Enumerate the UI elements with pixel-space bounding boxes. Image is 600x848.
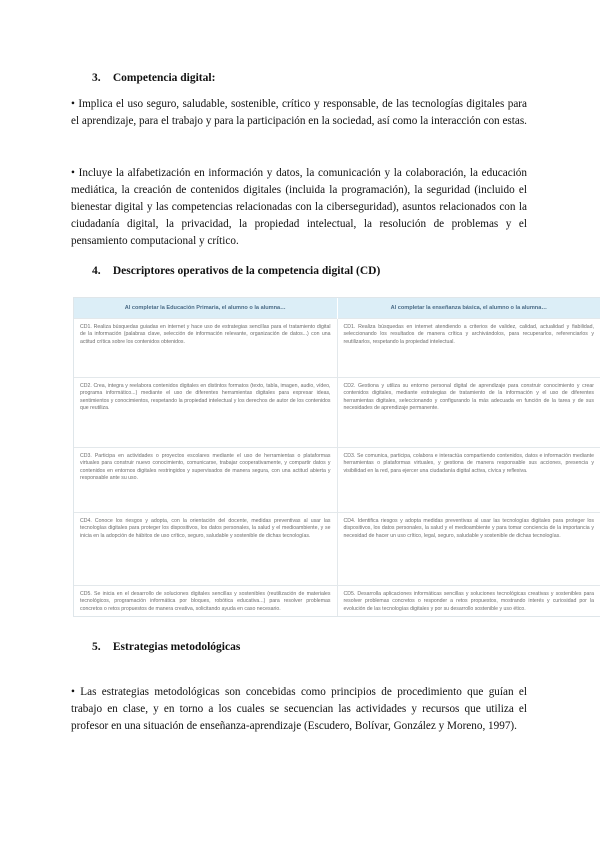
table-cell: CD3. Participa en actividades o proyectos escolares mediante el uso de herramientas o plataformas virtuales para construir nuevo conocimiento, comunicarse, trabajar cooperativamente, y compartir datos y contenidos en entornos digitales restringidos y supervisados de manera segura, con una actitud abierta y responsable ante su uso. [74, 448, 337, 513]
section-3-title: Competencia digital: [112, 72, 216, 84]
table-cell: CD5. Desarrolla aplicaciones informáticas sencillas y soluciones tecnológicas creativas y sostenibles para resolver problemas concretos o responder a retos propuestos, mostrando interés y curiosidad por la evolución de las tecnologías digitales y por su desarrollo sostenible y uso ético. [337, 586, 600, 618]
table-cell: CD1. Realiza búsquedas en internet atendiendo a criterios de validez, calidad, actualidad y fiabilidad, seleccionando los resultados de manera crítica y archivándolos, para recuperarlos, referenciarlos y reutilizarlos, respetando la propiedad intelectual. [337, 319, 600, 378]
table-row [74, 513, 600, 586]
table-header-row [74, 298, 600, 319]
section-5-title: Estrategias metodológicas [112, 641, 241, 653]
table-row [74, 586, 600, 618]
table-cell: CD2. Gestiona y utiliza su entorno personal digital de aprendizaje para construir conocimiento y crear contenidos digitales, mediante estrategias de tratamiento de la información y el uso de diferentes herramientas digitales, seleccionando y configurando la más adecuada en función de la tarea y de sus necesidades de aprendizaje permanente. [337, 378, 600, 448]
table-cell: CD4. Conoce los riesgos y adopta, con la orientación del docente, medidas preventivas al usar las tecnologías digitales para proteger los dispositivos, los datos personales, la salud y el medioambiente, y se inicia en la adopción de hábitos de uso crítico, seguro, saludable y sostenible de dichas tecnologías. [74, 513, 337, 586]
table-cell: CD3. Se comunica, participa, colabora e interactúa compartiendo contenidos, datos e información mediante herramientas o plataformas virtuales, y gestiona de manera responsable sus acciones, presencia y visibilidad en la red, para ejercer una ciudadanía digital activa, cívica y reflexiva. [337, 448, 600, 513]
section-3-number: 3. [92, 72, 101, 84]
section-5-paragraph-1: • Las estrategias metodológicas son concebidas como principios de procedimiento que guían el trabajo en clase, y en torno a los cuales se secuencian las actividades y recursos que utiliza el profesor en una situación de enseñanza-aprendizaje (Escudero, Bolívar, González y Moreno, 1997). [71, 686, 527, 732]
descriptors-table [73, 297, 600, 617]
table-header-primary: Al completar la Educación Primaria, el alumno o la alumna… [74, 298, 337, 319]
descriptors-table-grid [74, 298, 600, 617]
section-3-heading [92, 72, 215, 84]
table-cell: CD5. Se inicia en el desarrollo de soluciones digitales sencillas y sostenibles (reutilización de materiales tecnológicos, programación informática por bloques, robótica educativa...) para resolver problemas concretos o retos propuestos de manera creativa, solicitando ayuda en caso necesario. [74, 586, 337, 618]
table-row [74, 319, 600, 378]
section-5-heading [92, 641, 240, 653]
table-cell: CD2. Crea, integra y reelabora contenidos digitales en distintos formatos (texto, tabla, imagen, audio, vídeo, programa informático...) mediante el uso de diferentes herramientas digitales para expresar ideas, sentimientos y conocimientos, respetando la propiedad intelectual y los derechos de autor de los contenidos que reutiliza. [74, 378, 337, 448]
table-header-basic: Al completar la enseñanza básica, el alumno o la alumna… [337, 298, 600, 319]
section-4-heading [92, 265, 380, 277]
table-row [74, 448, 600, 513]
table-cell: CD4. Identifica riesgos y adopta medidas preventivas al usar las tecnologías digitales para proteger los dispositivos, los datos personales, la salud y el medioambiente y para tomar conciencia de la importancia y necesidad de hacer un uso crítico, legal, seguro, saludable y sostenible de dichas tecnologías. [337, 513, 600, 586]
section-4-title: Descriptores operativos de la competencia digital (CD) [112, 265, 381, 277]
section-3-paragraph-1: • Implica el uso seguro, saludable, sostenible, crítico y responsable, de las tecnologías digitales para el aprendizaje, para el trabajo y para la participación en la sociedad, así como la interacción con estas. [71, 98, 527, 127]
section-3-paragraph-2: • Incluye la alfabetización en información y datos, la comunicación y la colaboración, la educación mediática, la creación de contenidos digitales (incluida la programación), la seguridad (incluido el bienestar digital y las competencias relacionadas con la ciberseguridad), asuntos relacionados con la ciudadanía digital, la privacidad, la propiedad intelectual, la resolución de problemas y el pensamiento computacional y crítico. [71, 167, 527, 247]
section-4-number: 4. [92, 265, 101, 277]
table-row [74, 378, 600, 448]
table-cell: CD1. Realiza búsquedas guiadas en internet y hace uso de estrategias sencillas para el tratamiento digital de la información (palabras clave, selección de información relevante, organización de datos...) con una actitud crítica sobre los contenidos obtenidos. [74, 319, 337, 378]
section-5-number: 5. [92, 641, 101, 653]
